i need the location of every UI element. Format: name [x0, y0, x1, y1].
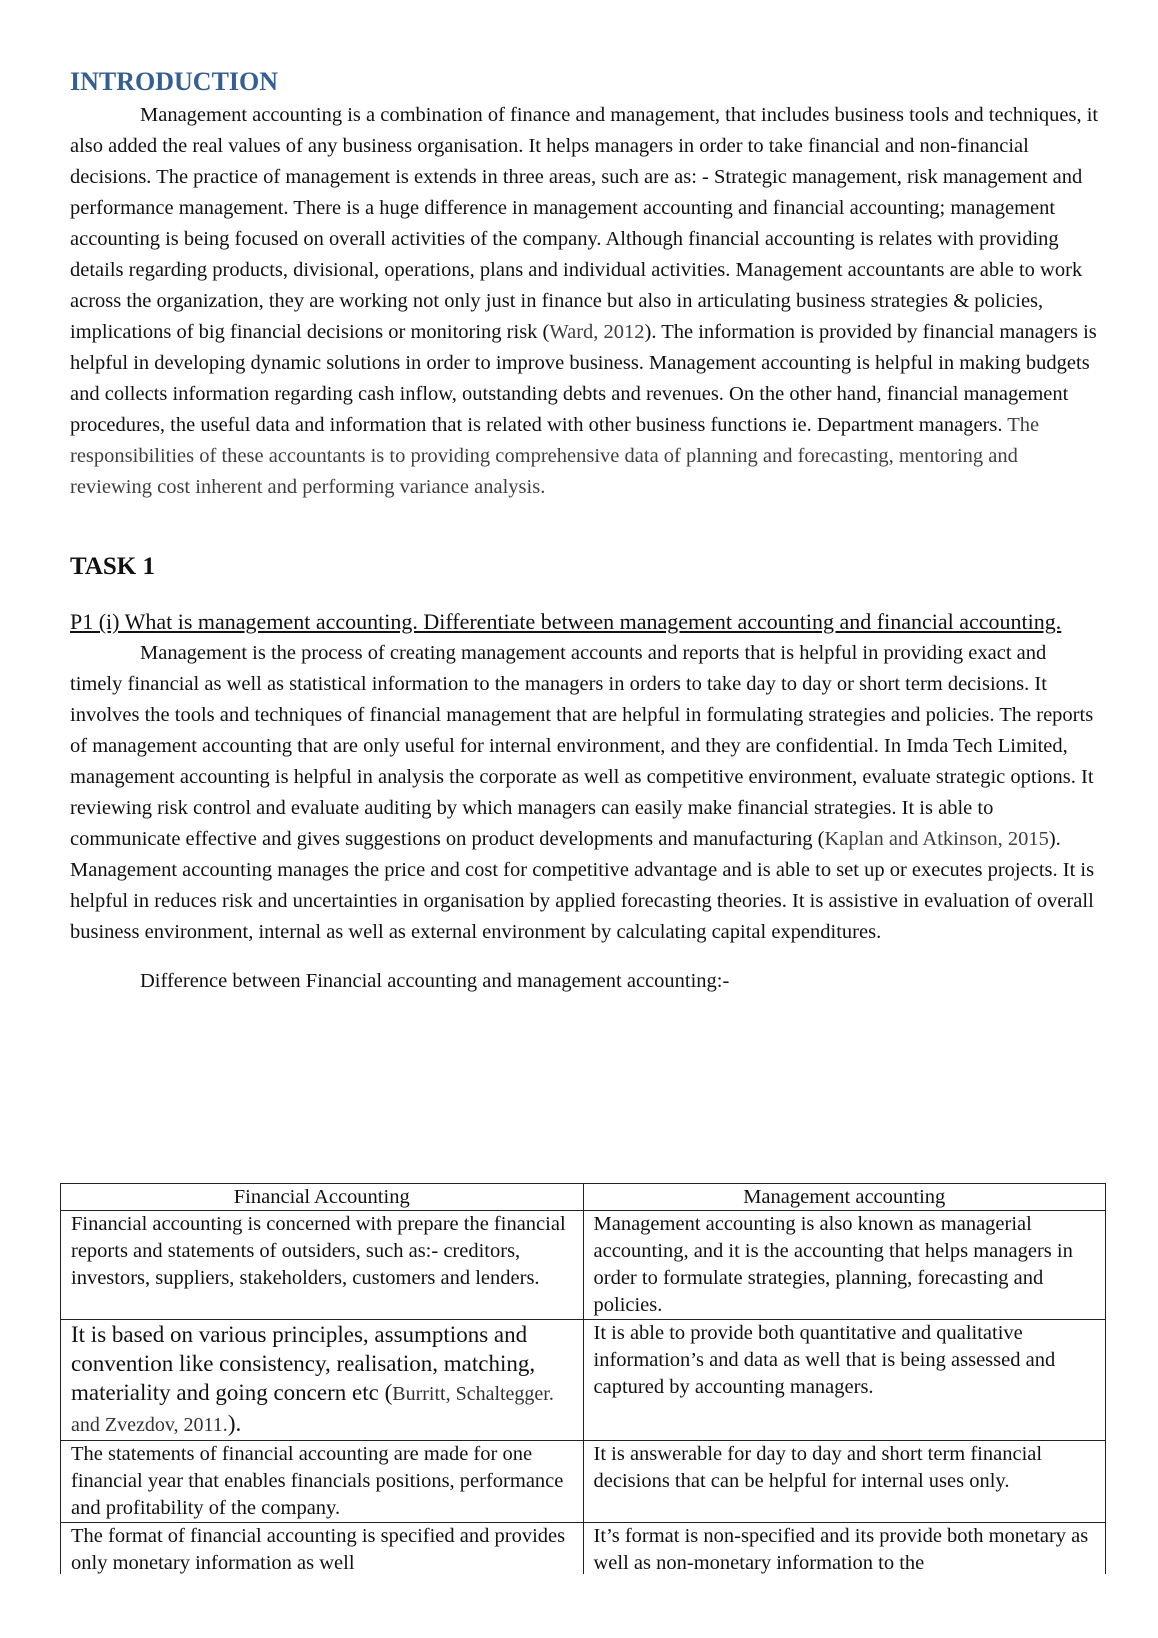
table-header-row: [61, 1184, 1106, 1211]
cell-financial: The format of financial accounting is specified and provides only monetary information as well: [61, 1523, 584, 1578]
table-row: [61, 1441, 1106, 1523]
intro-text-cont: ). The information is provided by financial managers is helpful in developing dynamic solutions in order to improve business. Management accounting is helpful in making budgets and collects information regarding cash inflow, outstanding debts and revenues. On the other hand, financial management procedures, the useful data and information that is related with other business functions ie. Department managers.: [70, 321, 1097, 436]
intro-text: Management accounting is a combination of finance and management, that includes business tools and techniques, it also added the real values of any business organisation. It helps managers in order to take financial and non-financial decisions. The practice of management is extends in three areas, such are as: - Strategic management, risk management and performance management. There is a huge difference in management accounting and financial accounting; management accounting is being focused on overall activities of the company. Although financial accounting is relates with providing details regarding products, divisional, operations, plans and individual activities. Management accountants are able to work across the organization, they are working not only just in finance but also in articulating business strategies & policies, implications of big financial decisions or monitoring risk (: [70, 104, 1099, 343]
table-row: [61, 1211, 1106, 1320]
task1-text: Management is the process of creating management accounts and reports that is helpful in providing exact and timely financial as well as statistical information to the managers in orders to take day to day or short term decisions. It involves the tools and techniques of financial management that are helpful in formulating strategies and policies. The reports of management accounting that are only useful for internal environment, and they are confidential. In Imda Tech Limited, management accounting is helpful in analysis the corporate as well as competitive environment, evaluate strategic options. It reviewing risk control and evaluate auditing by which managers can easily make financial strategies. It is able to communicate effective and gives suggestions on product developments and manufacturing (: [70, 642, 1094, 850]
difference-intro: [70, 966, 1100, 997]
intro-citation: Ward, 2012: [549, 321, 645, 343]
document-page: [70, 66, 1100, 997]
cell-management: It is able to provide both quantitative and qualitative information’s and data as well that is being assessed and captured by accounting managers.: [583, 1320, 1106, 1441]
page-bottom-margin: [0, 1574, 1158, 1638]
cell-management: Management accounting is also known as managerial accounting, and it is the accounting that helps managers in order to formulate strategies, planning, forecasting and policies.: [583, 1211, 1106, 1320]
task1-paragraph: [70, 638, 1100, 948]
cell-financial: Financial accounting is concerned with prepare the financial reports and statements of outsiders, such as:- creditors, investors, suppliers, stakeholders, customers and lenders.: [61, 1211, 584, 1320]
cell-text: It is based on various principles, assumptions and convention like consistency, realisation, matching, materiality and going concern etc (: [71, 1322, 536, 1405]
table-row: [61, 1320, 1106, 1441]
header-management: Management accounting: [583, 1184, 1106, 1211]
difference-table: [60, 1183, 1106, 1578]
task1-citation: Kaplan and Atkinson, 2015: [824, 828, 1049, 850]
cell-financial: [61, 1320, 584, 1441]
intro-text-grey: The responsibilities of these accountants is to providing comprehensive data of planning and forecasting, mentoring and reviewing cost inherent and performing variance analysis.: [70, 414, 1040, 498]
p1-question-heading: P1 (i) What is management accounting. Differentiate between management accounting and financial accounting.: [70, 609, 1062, 634]
task1-text-cont: ). Management accounting manages the price and cost for competitive advantage and is able to set up or executes projects. It is helpful in reduces risk and uncertainties in organisation by applied forecasting theories. It is assistive in evaluation of overall business environment, internal as well as external environment by calculating capital expenditures.: [70, 828, 1095, 943]
task1-heading: TASK 1: [70, 553, 155, 580]
cell-citation: Burritt, Schaltegger. and Zvezdov, 2011.: [71, 1383, 554, 1436]
header-financial: Financial Accounting: [61, 1184, 584, 1211]
cell-text-end: ).: [227, 1411, 242, 1436]
introduction-paragraph: [70, 100, 1100, 503]
difference-intro-text: Difference between Financial accounting and management accounting:-: [140, 970, 730, 992]
cell-management: It’s format is non-specified and its provide both monetary as well as non-monetary information to the: [583, 1523, 1106, 1578]
cell-financial: The statements of financial accounting are made for one financial year that enables financials positions, performance and profitability of the company.: [61, 1441, 584, 1523]
introduction-heading: INTRODUCTION: [70, 67, 279, 96]
table-row: [61, 1523, 1106, 1578]
cell-management: It is answerable for day to day and short term financial decisions that can be helpful for internal uses only.: [583, 1441, 1106, 1523]
